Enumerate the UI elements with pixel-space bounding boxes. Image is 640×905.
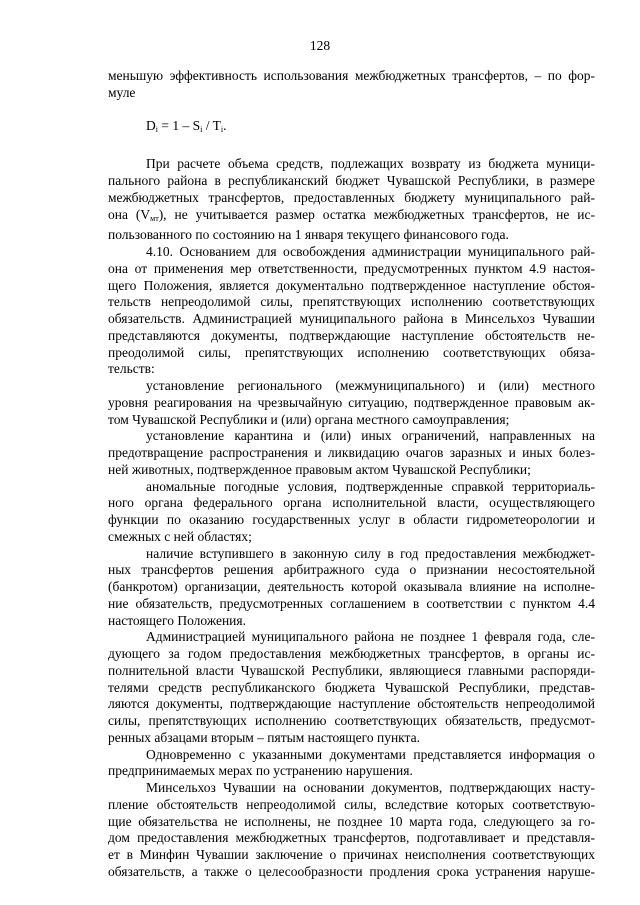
text-line: При расчете объема средств, подлежащих возврату из бюджета муници- xyxy=(146,156,595,172)
text-line: силы, препятствующих исполнению соответствующих обязательств, предусмот- xyxy=(108,713,595,728)
text-line: обязательств. Администрацией муниципального района в Минсельхоз Чувашии xyxy=(108,311,595,326)
text-line: пление обстоятельств непреодолимой силы, вследствие которых соответствую- xyxy=(108,796,595,812)
subscript: мт xyxy=(150,213,159,223)
text-line: установление карантина и (или) иных ограничений, направленных на xyxy=(146,428,595,444)
text-line: настоящего Положения. xyxy=(108,612,246,628)
document-body xyxy=(108,68,595,881)
text-line: тельств: xyxy=(108,361,155,377)
text-line: дующего за годом предоставления межбюджетных трансфертов, в органы ис- xyxy=(108,646,595,661)
text-line: меньшую эффективность использования межбюджетных трансфертов, – по фор- xyxy=(108,68,595,83)
text-line: представляются документы, подтверждающие наступление обстоятельств не- xyxy=(108,327,595,343)
text-line: пального района в республиканский бюджет Чувашской Республики, в размере xyxy=(108,173,595,188)
text-line: полнительной власти Чувашской Республики, являющиеся главными распоряди- xyxy=(108,662,595,678)
text-fragment: ), не учитывается размер остатка межбюджетных трансфертов, не ис- xyxy=(158,206,595,222)
text-line: обязательств, а также о целесообразности продления срока устранения наруше- xyxy=(108,863,595,879)
text-line: межбюджетных трансфертов, предоставленных бюджету муниципального рай- xyxy=(108,189,595,205)
text-line: смежных с ней областях; xyxy=(108,528,252,544)
text-line: телями средств республиканского бюджета Чувашской Республики, представ- xyxy=(108,679,595,695)
text-line: ного органа федерального органа исполнительной власти, осуществляющего xyxy=(108,495,595,511)
formula-text: = 1 – S xyxy=(157,117,201,133)
text-line: установление регионального (межмуниципального) и (или) местного xyxy=(146,378,595,393)
text-line: щего Положения, является документально подтвержденное наступление обстоя- xyxy=(108,277,595,293)
text-line: дом предоставления межбюджетных трансфертов, подготавливает и представля- xyxy=(108,830,595,846)
text-line: Минсельхоз Чувашии на основании документов, подтверждающих насту- xyxy=(146,780,595,795)
text-line: Одновременно с указанными документами представляется информация о xyxy=(146,746,595,762)
text-line: преодолимой силы, препятствующих исполнению соответствующих обяза- xyxy=(108,344,595,360)
formula xyxy=(146,118,595,139)
text-line: функции по оказанию государственных услуг в области гидрометеорологии и xyxy=(108,512,595,527)
text-line: предотвращение распространения и ликвидацию очагов заразных и иных болез- xyxy=(108,445,595,460)
formula-subscript: i xyxy=(155,124,158,134)
text-line: ние обязательств, предусмотренных соглашением в соответствии с пунктом 4.4 xyxy=(108,595,595,611)
formula-subscript: i xyxy=(220,124,224,134)
formula-text: / T xyxy=(202,117,221,133)
text-fragment: она (V xyxy=(108,206,151,222)
text-line: она от применения мер ответственности, предусмотренных пунктом 4.9 настоя- xyxy=(108,260,595,276)
text-line: ней животных, подтвержденное правовым актом Чувашской Республики; xyxy=(108,461,531,477)
text-line: ет в Минфин Чувашии заключение о причинах неисполнения соответствующих xyxy=(108,847,595,862)
text-line: Администрацией муниципального района не позднее 1 февраля года, сле- xyxy=(146,629,595,645)
text-line: ренных абзацами вторым – пятым настоящего пункта. xyxy=(108,729,420,745)
text-line: уровня реагирования на чрезвычайную ситуацию, подтвержденное правовым ак- xyxy=(108,394,595,410)
text-line: 4.10. Основанием для освобождения администрации муниципального рай- xyxy=(146,244,595,259)
text-line xyxy=(108,207,595,228)
text-line: том Чувашской Республики и (или) органа местного самоуправления; xyxy=(108,411,510,427)
text-line: наличие вступившего в законную силу в год предоставления межбюджет- xyxy=(146,545,595,561)
text-line: (банкротом) организации, деятельность которой оказывала влияние на исполне- xyxy=(108,579,595,594)
text-line: пользованного по состоянию на 1 января текущего финансового года. xyxy=(108,227,509,243)
text-line: аномальные погодные условия, подтвержденные справкой территориаль- xyxy=(146,478,595,494)
text-line: щие обязательства не исполнены, не позднее 10 марта года, следующего за го- xyxy=(108,813,595,829)
text-line: предпринимаемых мерах по устранению нарушения. xyxy=(108,763,413,779)
page-number: 128 xyxy=(309,38,331,53)
text-line: ных трансфертов решения арбитражного суда о признании несостоятельной xyxy=(108,562,595,578)
text-line: ляются документы, подтверждающие наступление обстоятельств непреодолимой xyxy=(108,696,595,712)
formula-text: . xyxy=(223,117,227,133)
text-line: муле xyxy=(108,84,136,100)
text-line: тельств непреодолимой силы, препятствующих исполнению соответствующих xyxy=(108,294,595,310)
formula-text: D xyxy=(146,117,156,133)
formula-subscript: i xyxy=(200,124,203,134)
